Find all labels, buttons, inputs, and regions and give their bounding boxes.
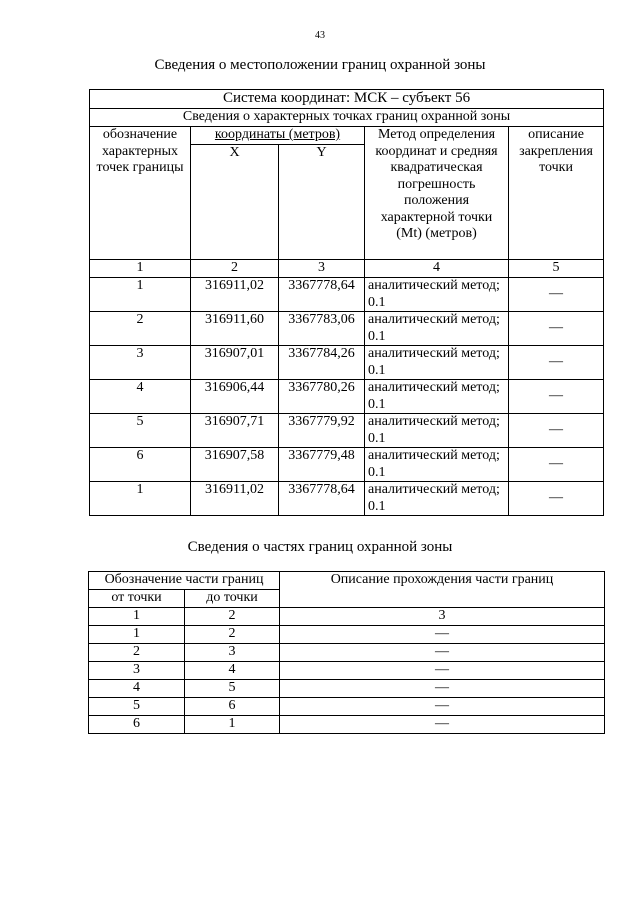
heading-boundary-parts: Сведения о частях границ охранной зоны — [187, 539, 453, 555]
table-row — [90, 380, 604, 414]
table-row — [90, 278, 604, 312]
y-cell: 3367778,64 — [279, 278, 365, 312]
table-row — [89, 680, 605, 698]
y-header: Y — [279, 145, 365, 260]
method-cell: аналитический метод; 0.1 — [365, 346, 509, 380]
page-number: 43 — [315, 30, 325, 41]
table-row — [89, 698, 605, 716]
table-row — [89, 644, 605, 662]
y-cell: 3367783,06 — [279, 312, 365, 346]
description-cell: — — [509, 312, 604, 346]
description-cell: — — [280, 626, 605, 644]
coordinate-system-cell: Система координат: МСК – субъект 56 — [90, 90, 604, 109]
col-number-3: 3 — [280, 608, 605, 626]
x-cell: 316906,44 — [191, 380, 279, 414]
col-number-5: 5 — [509, 260, 604, 278]
point-cell: 6 — [90, 448, 191, 482]
table-row — [90, 312, 604, 346]
x-cell: 316911,02 — [191, 482, 279, 516]
method-cell: аналитический метод; 0.1 — [365, 380, 509, 414]
y-cell: 3367784,26 — [279, 346, 365, 380]
y-cell: 3367779,92 — [279, 414, 365, 448]
col-number-3: 3 — [279, 260, 365, 278]
point-designation-header: обозначение характерных точек границы — [90, 127, 191, 260]
to-cell: 1 — [185, 716, 280, 734]
from-cell: 6 — [89, 716, 185, 734]
method-cell: аналитический метод; 0.1 — [365, 448, 509, 482]
col-number-2: 2 — [185, 608, 280, 626]
x-cell: 316907,71 — [191, 414, 279, 448]
from-cell: 2 — [89, 644, 185, 662]
method-header: Метод определения координат и средняя квадратическая погрешность положения характерной точки (Mt) (метров) — [365, 127, 509, 260]
point-cell: 1 — [90, 482, 191, 516]
point-cell: 5 — [90, 414, 191, 448]
method-cell: аналитический метод; 0.1 — [365, 482, 509, 516]
y-cell: 3367780,26 — [279, 380, 365, 414]
point-cell: 4 — [90, 380, 191, 414]
description-cell: — — [509, 380, 604, 414]
from-cell: 1 — [89, 626, 185, 644]
part-description-header: Описание прохождения части границ — [280, 572, 605, 608]
col-number-2: 2 — [191, 260, 279, 278]
point-cell: 2 — [90, 312, 191, 346]
x-cell: 316907,01 — [191, 346, 279, 380]
table-subtitle-cell: Сведения о характерных точках границ охранной зоны — [90, 109, 604, 127]
from-point-header: от точки — [89, 590, 185, 608]
x-cell: 316907,58 — [191, 448, 279, 482]
description-cell: — — [280, 680, 605, 698]
characteristic-points-table — [89, 89, 604, 516]
to-cell: 6 — [185, 698, 280, 716]
heading-boundary-location: Сведения о местоположении границ охранной зоны — [154, 57, 486, 73]
method-cell: аналитический метод; 0.1 — [365, 278, 509, 312]
table-row — [90, 414, 604, 448]
from-cell: 3 — [89, 662, 185, 680]
col-number-4: 4 — [365, 260, 509, 278]
description-cell: — — [280, 716, 605, 734]
table-row — [89, 662, 605, 680]
description-cell: — — [509, 482, 604, 516]
from-cell: 4 — [89, 680, 185, 698]
table-row — [89, 626, 605, 644]
col-number-1: 1 — [90, 260, 191, 278]
boundary-parts-table — [88, 571, 605, 734]
point-cell: 3 — [90, 346, 191, 380]
to-point-header: до точки — [185, 590, 280, 608]
table-row — [89, 716, 605, 734]
description-cell: — — [280, 698, 605, 716]
to-cell: 5 — [185, 680, 280, 698]
table-row — [90, 346, 604, 380]
from-cell: 5 — [89, 698, 185, 716]
part-designation-header: Обозначение части границ — [89, 572, 280, 590]
method-cell: аналитический метод; 0.1 — [365, 312, 509, 346]
y-cell: 3367778,64 — [279, 482, 365, 516]
point-cell: 1 — [90, 278, 191, 312]
description-cell: — — [280, 644, 605, 662]
coordinates-header: координаты (метров) — [191, 127, 365, 145]
y-cell: 3367779,48 — [279, 448, 365, 482]
table-row — [90, 482, 604, 516]
x-header: X — [191, 145, 279, 260]
to-cell: 3 — [185, 644, 280, 662]
description-cell: — — [280, 662, 605, 680]
x-cell: 316911,60 — [191, 312, 279, 346]
description-cell: — — [509, 346, 604, 380]
col-number-1: 1 — [89, 608, 185, 626]
method-cell: аналитический метод; 0.1 — [365, 414, 509, 448]
table-row — [90, 448, 604, 482]
fixation-description-header: описание закрепления точки — [509, 127, 604, 260]
to-cell: 2 — [185, 626, 280, 644]
to-cell: 4 — [185, 662, 280, 680]
x-cell: 316911,02 — [191, 278, 279, 312]
description-cell: — — [509, 278, 604, 312]
description-cell: — — [509, 414, 604, 448]
description-cell: — — [509, 448, 604, 482]
